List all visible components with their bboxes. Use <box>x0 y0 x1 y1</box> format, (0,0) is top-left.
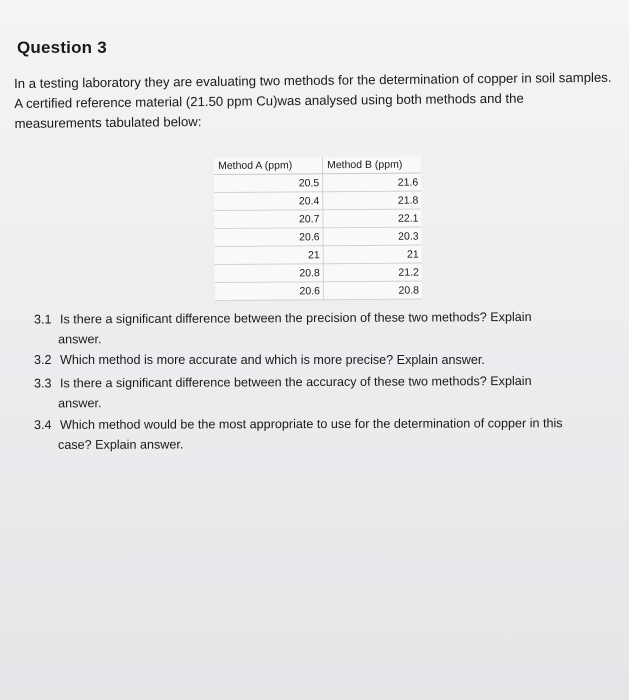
table-row <box>215 281 422 300</box>
method-a-value: 20.7 <box>214 210 323 229</box>
method-a-value: 21 <box>215 246 324 265</box>
method-b-value: 22.1 <box>323 209 422 228</box>
method-a-value: 20.5 <box>214 174 323 193</box>
subquestion-3-4 <box>34 413 619 455</box>
subquestion-3-3 <box>34 370 619 413</box>
method-b-value: 21.2 <box>323 263 422 282</box>
table-row <box>214 209 421 228</box>
column-header-method-a: Method A (ppm) <box>214 157 323 174</box>
table-row <box>214 227 421 246</box>
subquestion-number: 3.3 <box>33 376 52 391</box>
table-row <box>214 191 421 210</box>
column-header-method-b: Method B (ppm) <box>322 157 421 174</box>
subquestion-text: Is there a significant difference between the accuracy of these two methods? Explain <box>59 373 532 391</box>
question-intro: In a testing laboratory they are evaluating two methods for the determination of copper in soil samples. A certified reference material (21.50 ppm Cu)was analysed using both methods and the measurements tabulated below: <box>14 69 612 131</box>
table-row <box>215 245 422 264</box>
method-b-value: 21 <box>323 245 422 264</box>
method-b-value: 20.3 <box>323 227 422 246</box>
method-a-value: 20.6 <box>214 228 323 247</box>
question-title: Question 3 <box>17 38 107 57</box>
subquestion-text: Which method would be the most appropriate to use for the determination of copper in this <box>59 416 563 432</box>
table-row <box>215 263 422 282</box>
subquestion-number: 3.2 <box>34 353 52 367</box>
table-header-row <box>214 157 421 175</box>
measurement-table <box>214 157 422 301</box>
method-a-value: 20.4 <box>214 192 323 211</box>
method-b-value: 20.8 <box>323 281 422 300</box>
measurement-table-container <box>214 157 422 301</box>
subquestion-text-continued: answer. <box>58 332 102 347</box>
subquestion-text-continued: case? Explain answer. <box>58 437 184 452</box>
subquestion-text-continued: answer. <box>58 396 102 411</box>
subquestion-text: Is there a significant difference between the precision of these two methods? Explain <box>59 309 532 327</box>
subquestion-number: 3.4 <box>33 417 52 433</box>
method-a-value: 20.8 <box>215 264 324 283</box>
method-b-value: 21.8 <box>323 191 422 210</box>
method-b-value: 21.6 <box>323 173 422 192</box>
subquestion-number: 3.1 <box>33 312 52 327</box>
subquestion-text: Which method is more accurate and which is more precise? Explain answer. <box>60 353 485 367</box>
subquestion-3-1 <box>34 306 619 349</box>
table-row <box>214 173 421 192</box>
method-a-value: 20.6 <box>215 282 324 301</box>
subquestion-3-2 <box>34 350 619 370</box>
subquestion-list <box>34 308 619 456</box>
